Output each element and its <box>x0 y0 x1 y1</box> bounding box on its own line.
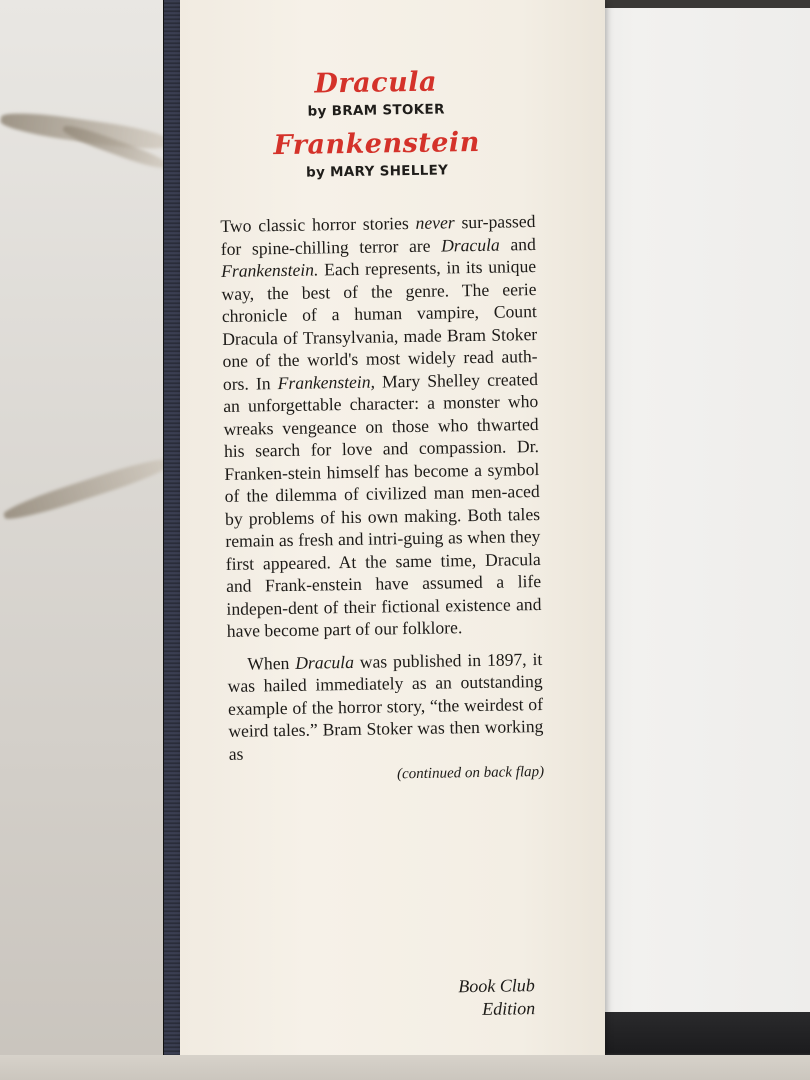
text-run: sur-passed for spine-chilling terror are <box>220 211 536 259</box>
title-dracula: Dracula <box>314 66 438 100</box>
text-run: Two classic horror stories <box>220 212 416 236</box>
byline-bram-stoker: by BRAM STOKER <box>307 101 445 120</box>
text-run-italic: Dracula <box>295 651 355 673</box>
marble-vein <box>2 453 174 524</box>
text-run: and <box>499 233 536 255</box>
text-run: Each represents, in its unique way, the best of the genre. The eerie chronicle of a human vampire, Count Dracula of Transylvania, made Bram Stoker one of the world's most widely read auth-ors. In <box>221 256 538 394</box>
title-frankenstein: Frankenstein <box>273 126 481 162</box>
continued-note: (continued on back flap) <box>396 763 545 783</box>
flap-body-text <box>220 210 544 765</box>
text-run: was published in 1897, it was hailed immediately as an outstanding example of the horror story, “the weirdest of weird tales.” Bram Stoker was then working as <box>227 648 544 764</box>
text-run-italic: never <box>415 212 455 233</box>
flap-text-block <box>218 65 544 786</box>
text-run-italic: Frankenstein. <box>221 259 319 281</box>
paragraph-2 <box>227 647 544 764</box>
text-run-italic: Frankenstein, <box>277 371 376 393</box>
club-line-1: Book Club <box>458 975 535 997</box>
text-run: When <box>247 652 296 674</box>
club-line-2: Edition <box>482 998 536 1019</box>
paragraph-1 <box>220 210 542 642</box>
text-run-italic: Dracula <box>440 234 500 256</box>
book-club-edition <box>420 974 536 1022</box>
byline-mary-shelley: by MARY SHELLEY <box>305 162 449 181</box>
table-surface-bottom <box>0 1055 810 1080</box>
text-run: Mary Shelley created an unforgettable character: a monster who wreaks vengeance on those who thwarted his search for love and compassion. Dr. Franken-stein himself has become a symbol of the dilemma of civilized man men-aced by problems of his own making. Both tales remain as fresh and intri-guing as when they first appeared. At the same time, Dracula and Frank-enstein have assumed a life indepen-dent of their fictional existence and have become part of our folklore. <box>223 368 542 641</box>
